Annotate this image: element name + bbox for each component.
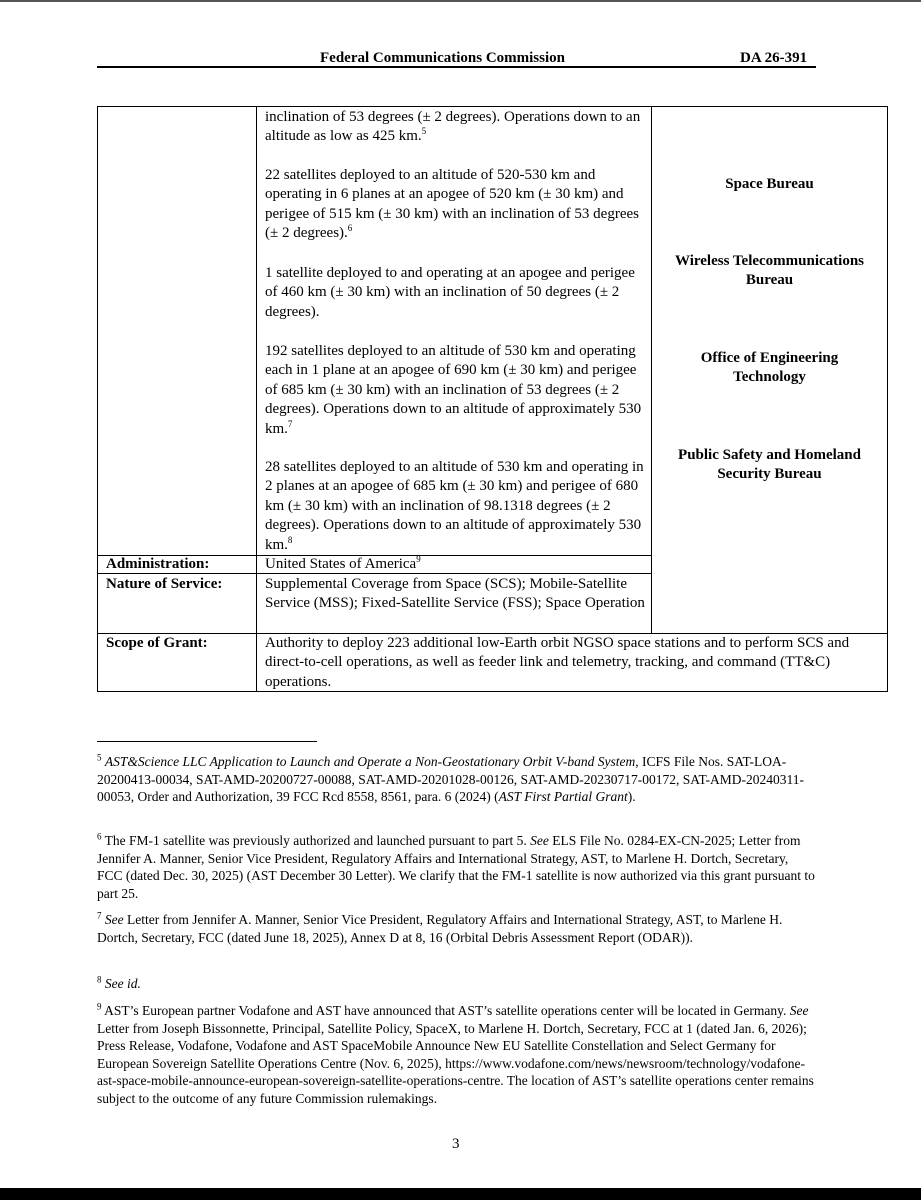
header-agency: Federal Communications Commission bbox=[320, 50, 565, 66]
administration-value: United States of America$^9$ bbox=[265, 554, 421, 572]
header-rule bbox=[97, 66, 816, 68]
top-border bbox=[0, 0, 921, 2]
bureau-space: Space Bureau bbox=[725, 176, 814, 192]
scope-of-grant-value: Authority to deploy 223 additional low-Earth orbit NGSO space stations and to perform SCS and direct-to-cell operations, as well as feeder link and telemetry, tracking, and command (TT&C) operations. bbox=[265, 635, 850, 690]
orbit-paragraph-2: 22 satellites deployed to an altitude of 520-530 km and operating in 6 planes at an apogee of 520 km (± 30 km) and perigee of 515 km (± 30 km) with an inclination of 53 degrees (± 2 degrees).$^6$ bbox=[265, 167, 639, 242]
footnote-separator bbox=[97, 741, 317, 742]
administration-label: Administration: bbox=[106, 556, 210, 572]
footnote-8: $^8$ See id. bbox=[97, 974, 141, 991]
footnote-7: $^7$ See Letter from Jennifer A. Manner, Senior Vice President, Regulatory Affairs and International Strategy, AST, to Marlene H. Dortch, Secretary, FCC (dated June 18, 2025), Annex D at 8, 16 (Orbital Debris Assessment Report (ODAR)). bbox=[97, 910, 783, 945]
bottom-bar bbox=[0, 1188, 921, 1200]
header-doc-number: DA 26-391 bbox=[740, 50, 808, 66]
orbit-paragraph-1: inclination of 53 degrees (± 2 degrees). Operations down to an altitude as low as 425 km.$^5$ bbox=[265, 109, 641, 145]
page-number: 3 bbox=[452, 1136, 460, 1152]
bureau-oet: Office of Engineering Technology bbox=[700, 350, 839, 386]
orbit-paragraph-5: 28 satellites deployed to an altitude of 530 km and operating in 2 planes at an apogee of 685 km (± 30 km) and perigee of 680 km (± 30 km) with an inclination of 98.1318 degrees (± 2 degrees). Operations down to an altitude of approximately 530 km.$^8$ bbox=[265, 459, 644, 553]
bureau-wireless: Wireless Telecommunications Bureau bbox=[674, 253, 865, 289]
nature-of-service-label: Nature of Service: bbox=[106, 576, 223, 592]
footnote-6: $^6$ The FM-1 satellite was previously authorized and launched pursuant to part 5. See ELS File No. 0284-EX-CN-2025; Letter from Jennifer A. Manner, Senior Vice President, Regulatory Affairs and International Strategy, AST, to Marlene H. Dortch, Secretary, FCC (dated Dec. 30, 2025) (AST December 30 Letter). We clarify that the FM-1 satellite is now authorized via this grant pursuant to part 25. bbox=[97, 831, 815, 901]
scope-of-grant-label: Scope of Grant: bbox=[106, 635, 208, 651]
table-left-column bbox=[97, 106, 257, 692]
footnote-5: $^5$ AST&Science LLC Application to Launch and Operate a Non-Geostationary Orbit V-band System, ICFS File Nos. SAT-LOA-20200413-00034, SAT-AMD-20200727-00088, SAT-AMD-20201028-00126, SAT-AMD-20230717-00172, SAT-AMD-20240311-00053, Order and Authorization, 39 FCC Rcd 8558, 8561, para. 6 (2024) (AST First Partial Grant). bbox=[97, 752, 805, 805]
orbit-paragraph-4: 192 satellites deployed to an altitude of 530 km and operating each in 1 plane at an apogee of 690 km (± 30 km) and perigee of 685 km (± 30 km) with an inclination of 53 degrees (± 2 degrees). Operations down to an altitude of approximately 530 km.$^7$ bbox=[265, 343, 642, 437]
footnote-9: $^9$ AST’s European partner Vodafone and AST have announced that AST’s satellite operations center will be located in Germany. See Letter from Joseph Bissonnette, Principal, Satellite Policy, SpaceX, to Marlene H. Dortch, Secretary, FCC at 1 (dated Jan. 6, 2026); Press Release, Vodafone, Vodafone and AST SpaceMobile Announce New EU Satellite Constellation and Select Germany for European Sovereign Satellite Operations Centre (Nov. 6, 2025), https://www.vodafone.com/news/newsroom/technology/vodafone-ast-space-mobile-announce-european-sovereign-satellite-operations-centre. The location of AST’s satellite operations center remains subject to the outcome of any future Commission rulemakings. bbox=[97, 1001, 814, 1106]
nature-of-service-value: Supplemental Coverage from Space (SCS); Mobile-Satellite Service (MSS); Fixed-Satellite Service (FSS); Space Operation bbox=[265, 576, 645, 612]
orbit-paragraph-3: 1 satellite deployed to and operating at an apogee and perigee of 460 km (± 30 km) with an inclination of 50 degrees (± 2 degrees). bbox=[265, 265, 635, 320]
bureau-public-safety: Public Safety and Homeland Security Bureau bbox=[678, 447, 861, 483]
